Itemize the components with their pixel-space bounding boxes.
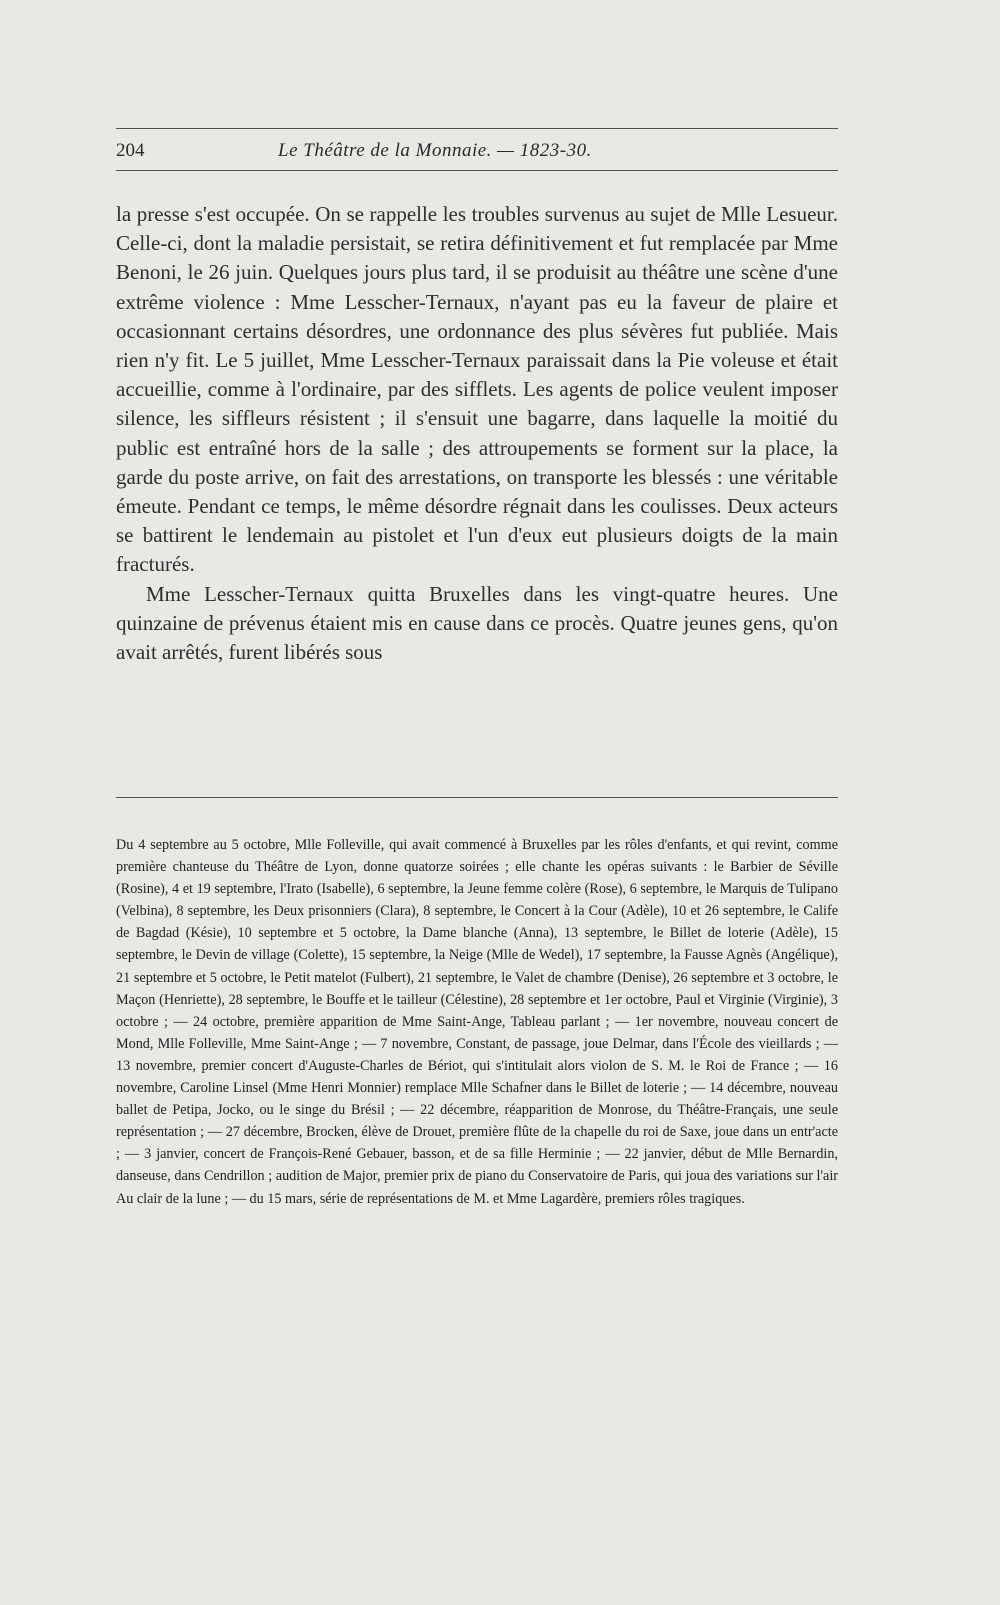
footnote-text: Du 4 septembre au 5 octobre, Mlle Folleville, qui avait commencé à Bruxelles par les rôles d'enfants, et qui revint, comme première chanteuse du Théâtre de Lyon, donne quatorze soirées ; elle chante les opéras suivants : le Barbier de Séville (Rosine), 4 et 19 septembre, l'Irato (Isabelle), 6 septembre, la Jeune femme colère (Rose), 6 septembre, le Marquis de Tulipano (Velbina), 8 septembre, les Deux prisonniers (Clara), 8 septembre, le Concert à la Cour (Adèle), 10 et 26 septembre, le Calife de Bagdad (Késie), 10 septembre et 5 octobre, la Dame blanche (Anna), 13 septembre, le Billet de loterie (Adèle), 15 septembre, le Devin de village (Colette), 15 septembre, la Neige (Mlle de Wedel), 17 septembre, la Fausse Agnès (Angélique), 21 septembre et 5 octobre, le Petit matelot (Fulbert), 21 septembre, le Valet de chambre (Denise), 26 septembre et 3 octobre, le Maçon (Henriette), 28 septembre, le Bouffe et le tailleur (Célestine), 28 septembre et 1er octobre, Paul et Virginie (Virginie), 3 octobre ; — 24 octobre, première apparition de Mme Saint-Ange, Tableau parlant ; — 1er novembre, nouveau concert de Mond, Mlle Folleville, Mme Saint-Ange ; — 7 novembre, Constant, de passage, joue Delmar, dans l'École des vieillards ; — 13 novembre, premier concert d'Auguste-Charles de Bériot, qui s'intitulait alors violon de S. M. le Roi de France ; — 16 novembre, Caroline Linsel (Mme Henri Monnier) remplace Mlle Schafner dans le Billet de loterie ; — 14 décembre, nouveau ballet de Petipa, Jocko, ou le singe du Brésil ; — 22 décembre, réapparition de Monrose, du Théâtre-Français, une seule représentation ; — 27 décembre, Brocken, élève de Drouet, première flûte de la chapelle du roi de Saxe, joue dans un entr'acte ; — 3 janvier, concert de François-René Gebauer, basson, et de sa fille Herminie ; — 22 janvier, début de Mlle Bernardin, danseuse, dans Cendrillon ; audition de Major, premier prix de piano du Conservatoire de Paris, qui joua des variations sur l'air Au clair de la lune ; — du 15 mars, série de représentations de M. et Mme Lagardère, premiers rôles tragiques. [116, 837, 838, 1207]
running-head [116, 140, 838, 164]
header-top-rule [116, 128, 838, 129]
running-title: Le Théâtre de la Monnaie. — 1823-30. [278, 140, 592, 161]
footnote [116, 834, 838, 1210]
footnote-separator [116, 797, 838, 798]
main-text [116, 200, 838, 667]
page-number: 204 [116, 140, 145, 161]
body-paragraph: Mme Lesscher-Ternaux quitta Bruxelles dans les vingt-quatre heures. Une quinzaine de prévenus étaient mis en cause dans ce procès. Quatre jeunes gens, qu'on avait arrêtés, furent libérés sous [116, 581, 838, 665]
body-paragraph: la presse s'est occupée. On se rappelle les troubles survenus au sujet de Mlle Lesueur. Celle-ci, dont la maladie persistait, se retira définitivement et fut remplacée par Mme Benoni, le 26 juin. Quelques jours plus tard, il se produisit au théâtre une scène d'une extrême violence : Mme Lesscher-Ternaux, n'ayant pas eu la faveur de plaire et occasionnant certains désordres, une ordonnance des plus sévères fut publiée. Mais rien n'y fit. Le 5 juillet, Mme Lesscher-Ternaux paraissait dans la Pie voleuse et était accueillie, comme à l'ordinaire, par des sifflets. Les agents de police veulent imposer silence, les siffleurs résistent ; il s'ensuit une bagarre, dans laquelle la moitié du public est entraîné hors de la salle ; des attroupements se forment sur la place, la garde du poste arrive, on fait des arrestations, on transporte les blessés : une véritable émeute. Pendant ce temps, le même désordre régnait dans les coulisses. Deux acteurs se battirent le lendemain au pistolet et l'un d'eux eut plusieurs doigts de la main fracturés. [116, 202, 838, 577]
header-bottom-rule [116, 170, 838, 171]
